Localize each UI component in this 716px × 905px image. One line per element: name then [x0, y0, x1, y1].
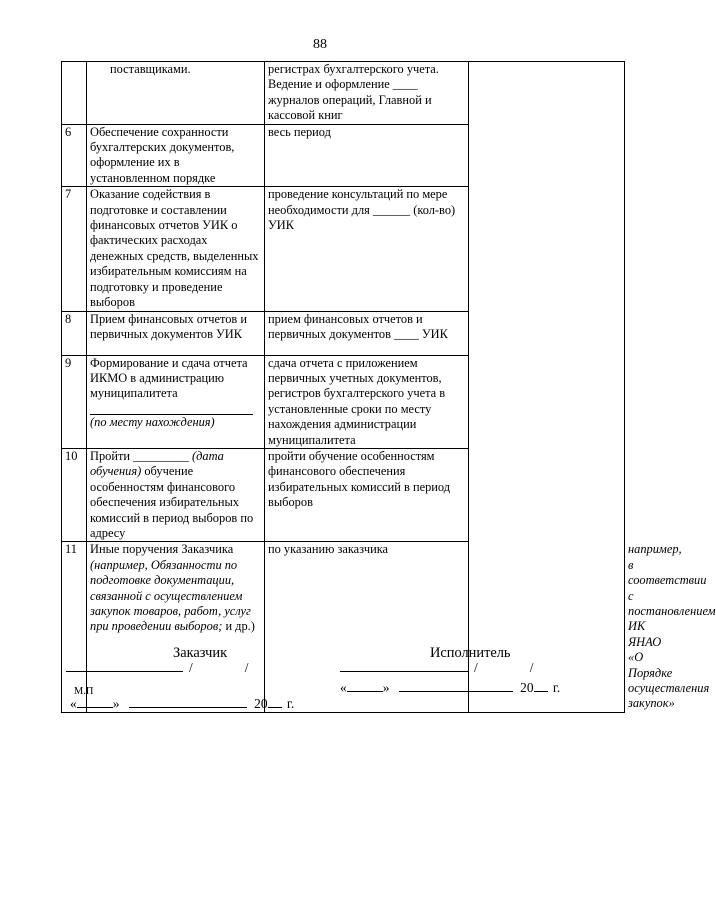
row-number: 11	[62, 542, 87, 712]
table-row: 11 Иные поручения Заказчика (например, Обязанности по подготовке документации, связанной с осуществлением закупок товаров, работ, услуг при проведении выборов; и др.) по указанию заказчика например, в соответствии с постановлением ИК ЯНАО «О Порядке осуществления закупок»	[62, 542, 625, 712]
year-suffix: г.	[286, 696, 295, 711]
task-cell	[87, 448, 265, 541]
term-cell: по указанию заказчика	[265, 542, 469, 712]
row-number: 9	[62, 355, 87, 448]
task-hint: (например, Обязанности по подготовке документации, связанной с осуществлением закупок товаров, работ, услуг при проведении выборов;	[90, 557, 251, 634]
row-number: 8	[62, 311, 87, 355]
task-cell: Оказание содействия в подготовке и составлении финансовых отчетов УИК о фактических расходах денежных средств, выделенных избирательным комиссиям на подготовку и проведение выборов	[87, 187, 265, 311]
quote-open: «	[340, 680, 347, 695]
task-cell: Прием финансовых отчетов и первичных документов УИК	[87, 311, 265, 355]
executor-signature-line	[340, 660, 533, 676]
task-hint: (дата обучения)	[90, 448, 224, 479]
customer-date-line	[70, 696, 294, 712]
term-cell: проведение консультаций по мере необходимости для ______ (кол-во) УИК	[265, 187, 469, 311]
task-text: обучение особенностям финансового обеспечения избирательных комиссий в период выборов по адресу	[90, 464, 254, 540]
slash-separator: /	[529, 660, 534, 675]
term-cell: весь период	[265, 124, 469, 187]
task-hint: (по месту нахождения)	[90, 414, 215, 429]
year-prefix: 20	[254, 696, 268, 711]
task-cell: поставщиками.	[87, 62, 265, 125]
slash-separator: /	[244, 660, 249, 675]
task-text: Пройти _________	[90, 448, 189, 463]
year-underline	[268, 696, 282, 708]
task-text: и др.)	[225, 619, 255, 634]
slash-separator: /	[189, 660, 193, 675]
quote-close: »	[382, 680, 390, 695]
row-number	[62, 62, 87, 125]
services-table	[61, 61, 716, 713]
customer-title: Заказчик	[173, 645, 228, 661]
term-cell: сдача отчета с приложением первичных учетных документов, регистров бухгалтерского учета в установленные сроки по месту нахождения администрации муниципалитета	[265, 355, 469, 448]
signature-underline	[66, 660, 161, 672]
row-number: 7	[62, 187, 87, 311]
task-cell: Обеспечение сохранности бухгалтерских документов, оформление их в установленном порядке	[87, 124, 265, 187]
term-cell: регистрах бухгалтерского учета. Ведение и оформление ____ журналов операций, Главной и кассовой книг	[265, 62, 469, 125]
row-number: 10	[62, 448, 87, 541]
quote-open: «	[70, 696, 77, 711]
task-cell	[87, 542, 268, 712]
row-number: 6	[62, 124, 87, 187]
signature-underline	[340, 660, 468, 672]
year-suffix: г.	[552, 680, 561, 695]
blank-line	[90, 402, 253, 415]
task-cell	[87, 355, 265, 448]
month-underline	[399, 680, 513, 692]
year-prefix: 20	[520, 680, 534, 695]
stamp-label: М.П	[74, 686, 94, 697]
slash-separator: /	[474, 660, 478, 675]
day-underline	[347, 680, 383, 692]
month-underline	[129, 696, 247, 708]
task-text: Формирование и сдача отчета ИКМО в администрацию муниципалитета	[90, 355, 248, 401]
term-cell: пройти обучение особенностям финансового обеспечения избирательных комиссий в период выборов	[265, 448, 469, 541]
customer-signature-line	[66, 660, 248, 676]
page-number: 88	[313, 37, 327, 52]
year-underline	[534, 680, 548, 692]
executor-title: Исполнитель	[430, 645, 511, 661]
table-row	[62, 62, 625, 125]
signature-underline	[161, 660, 183, 672]
term-cell: прием финансовых отчетов и первичных документов ____ УИК	[265, 311, 469, 355]
executor-date-line	[340, 680, 560, 696]
note-cell	[469, 62, 625, 713]
day-underline	[77, 696, 113, 708]
task-text: Иные поручения Заказчика	[90, 542, 234, 557]
quote-close: »	[112, 696, 120, 711]
